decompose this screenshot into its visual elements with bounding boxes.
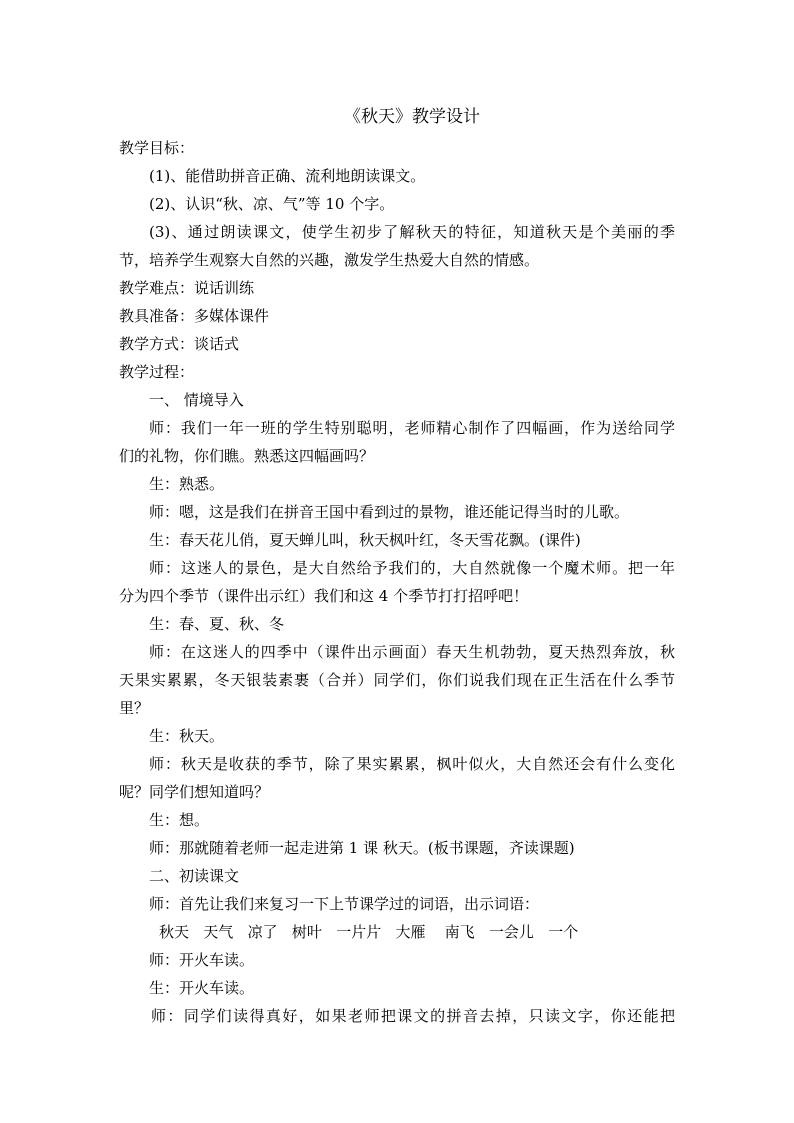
document-title: 《秋天》教学设计: [344, 107, 480, 127]
step-heading-2: 二、初读课文: [149, 867, 240, 885]
dialogue-line: 师：那就随着老师一起走进第 1 课 秋天。(板书课题，齐读课题): [149, 839, 575, 857]
dialogue-line: 师：在这迷人的四季中（课件出示画面）春天生机勃勃，夏天热烈奔放，秋: [149, 643, 675, 661]
dialogue-line: 师：这迷人的景色，是大自然给予我们的，大自然就像一个魔术师。把一年: [149, 559, 675, 577]
dialogue-line: 生：春天花儿俏，夏天蝉儿叫，秋天枫叶红，冬天雪花飘。(课件): [149, 531, 581, 549]
dialogue-line: 师：嗯，这是我们在拼音王国中看到过的景物，谁还能记得当时的儿歌。: [149, 503, 630, 521]
section-heading-process: 教学过程：: [119, 363, 195, 381]
dialogue-line: 师：开火车读。: [149, 951, 255, 969]
dialogue-line: 生：想。: [149, 811, 210, 829]
dialogue-line-cont: 天果实累累，冬天银装素裹（合并）同学们，你们说我们现在正生活在什么季节: [119, 671, 675, 689]
dialogue-line: 生：熟悉。: [149, 475, 225, 493]
dialogue-line-cont: 呢？同学们想知道吗？: [119, 783, 270, 801]
dialogue-line-cont: 里？: [119, 699, 150, 717]
dialogue-line: 生：开火车读。: [149, 979, 255, 997]
dialogue-line: 师：我们一年一班的学生特别聪明，老师精心制作了四幅画，作为送给同学: [149, 419, 675, 437]
goal-item-1: (1)、能借助拼音正确、流利地朗读课文。: [149, 167, 426, 185]
goal-item-3: (3)、通过朗读课文，使学生初步了解秋天的特征，知道秋天是个美丽的季: [149, 223, 675, 241]
section-heading-goals: 教学目标：: [119, 139, 195, 157]
dialogue-line-cont: 们的礼物，你们瞧。熟悉这四幅画吗？: [119, 447, 375, 465]
dialogue-line: 师：首先让我们来复习一下上节课学过的词语，出示词语：: [149, 895, 540, 913]
step-heading-1: 一、 情境导入: [149, 391, 244, 409]
teaching-aids: 教具准备：多媒体课件: [119, 307, 270, 325]
document-body: [119, 134, 675, 1030]
goal-item-3-cont: 节，培养学生观察大自然的兴趣，激发学生热爱大自然的情感。: [119, 251, 540, 269]
dialogue-line: 师：秋天是收获的季节，除了果实累累，枫叶似火，大自然还会有什么变化: [149, 755, 675, 773]
vocabulary-list: 秋天 天气 凉了 树叶 一片片 大雁 南飞 一会儿 一个: [159, 923, 579, 941]
goal-item-2: (2)、认识“秋、凉、气”等 10 个字。: [149, 195, 395, 213]
dialogue-line-cont: 分为四个季节（课件出示红）我们和这 4 个季节打打招呼吧！: [119, 587, 529, 605]
teaching-difficulty: 教学难点：说话训练: [119, 279, 255, 297]
dialogue-line: 生：春、夏、秋、冬: [149, 615, 285, 633]
dialogue-line: 生：秋天。: [149, 727, 225, 745]
teaching-method: 教学方式：谈话式: [119, 335, 240, 353]
dialogue-line: 师：同学们读得真好，如果老师把课文的拼音去掉，只读文字，你还能把: [151, 1007, 675, 1025]
